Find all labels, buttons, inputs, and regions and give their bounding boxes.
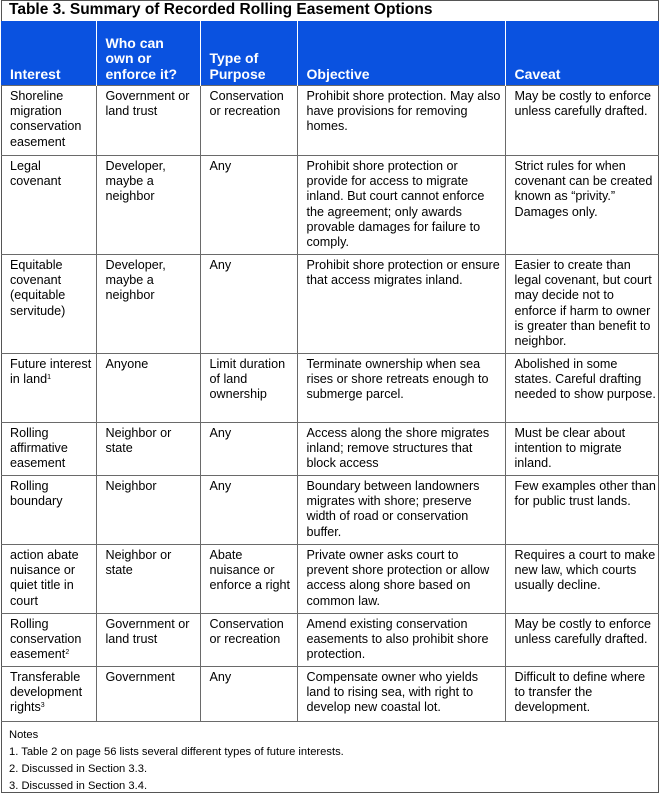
owner-cell bbox=[96, 156, 200, 255]
objective-cell bbox=[297, 423, 505, 476]
owner-text: Developer, maybe a neighbor bbox=[105, 258, 166, 303]
header-interest: Interest bbox=[1, 21, 96, 86]
caveat-cell bbox=[505, 423, 659, 476]
interest-cell bbox=[1, 156, 96, 255]
objective-text: Private owner asks court to prevent shore protection or allow access along shore based on common law. bbox=[306, 548, 490, 608]
interest-text: Equitable covenant (equitable servitude) bbox=[10, 258, 66, 318]
interest-text: Future interest in land bbox=[10, 357, 92, 387]
objective-text: Boundary between landowners migrates with shore; preserve width of road or conservation buffer. bbox=[306, 479, 480, 539]
purpose-text: Any bbox=[209, 258, 232, 272]
purpose-cell bbox=[200, 354, 297, 423]
purpose-text: Any bbox=[209, 479, 232, 493]
table-row bbox=[1, 86, 659, 156]
caveat-cell bbox=[505, 156, 659, 255]
caveat-cell bbox=[505, 86, 659, 156]
objective-text: Prohibit shore protection or provide for access to migrate inland. But court cannot enforce the agreement; only awards provable damages for failure to comply. bbox=[306, 159, 485, 250]
footnote-marker: 1 bbox=[47, 374, 52, 382]
objective-text: Compensate owner who yields land to rising sea, with right to develop new coastal lot. bbox=[306, 670, 479, 715]
objective-text: Prohibit shore protection. May also have provisions for removing homes. bbox=[306, 89, 501, 134]
purpose-text: Abate nuisance or enforce a right bbox=[209, 548, 291, 593]
interest-text: Rolling affirmative easement bbox=[10, 426, 68, 471]
objective-cell bbox=[297, 86, 505, 156]
objective-cell bbox=[297, 156, 505, 255]
caveat-text: Difficult to define where to transfer the development. bbox=[514, 670, 646, 715]
caveat-cell bbox=[505, 545, 659, 614]
header-who-can-own: Who can own or enforce it? bbox=[96, 21, 200, 86]
purpose-text: Any bbox=[209, 159, 232, 173]
caveat-text: Requires a court to make new law, which courts usually decline. bbox=[514, 548, 656, 593]
owner-cell bbox=[96, 86, 200, 156]
owner-text: Government or land trust bbox=[105, 617, 190, 647]
rolling-easement-table bbox=[1, 21, 659, 722]
interest-text: Legal covenant bbox=[10, 159, 62, 189]
owner-cell bbox=[96, 423, 200, 476]
purpose-cell bbox=[200, 476, 297, 545]
objective-cell bbox=[297, 255, 505, 354]
footnote-marker: 3 bbox=[40, 702, 45, 710]
objective-cell bbox=[297, 667, 505, 722]
purpose-text: Conservation or recreation bbox=[209, 89, 284, 119]
owner-cell bbox=[96, 545, 200, 614]
owner-cell bbox=[96, 667, 200, 722]
caveat-cell bbox=[505, 255, 659, 354]
purpose-text: Conservation or recreation bbox=[209, 617, 284, 647]
note-item: 2. Discussed in Section 3.3. bbox=[9, 763, 148, 775]
purpose-text: Any bbox=[209, 670, 232, 684]
table-title: Table 3. Summary of Recorded Rolling Easement Options bbox=[9, 1, 433, 18]
objective-cell bbox=[297, 476, 505, 545]
caveat-text: Easier to create than legal covenant, but court may decide not to enforce if harm to owner is greater than benefit to neighbor. bbox=[514, 258, 652, 349]
footnote-marker: 2 bbox=[65, 649, 70, 657]
caveat-text: Abolished in some states. Careful drafting needed to show purpose. bbox=[514, 357, 656, 402]
caveat-text: Few examples other than for public trust lands. bbox=[514, 479, 656, 509]
interest-text: Shoreline migration conservation easement bbox=[10, 89, 82, 149]
table-row bbox=[1, 255, 659, 354]
objective-text: Amend existing conservation easements to also prohibit shore protection. bbox=[306, 617, 489, 662]
caveat-text: May be costly to enforce unless carefully drafted. bbox=[514, 89, 651, 119]
interest-cell bbox=[1, 614, 96, 667]
interest-cell bbox=[1, 354, 96, 423]
caveat-cell bbox=[505, 667, 659, 722]
objective-text: Prohibit shore protection or ensure that access migrates inland. bbox=[306, 258, 500, 288]
header-objective: Objective bbox=[297, 21, 505, 86]
owner-cell bbox=[96, 255, 200, 354]
caveat-cell bbox=[505, 614, 659, 667]
purpose-cell bbox=[200, 614, 297, 667]
owner-cell bbox=[96, 476, 200, 545]
purpose-cell bbox=[200, 156, 297, 255]
table-row bbox=[1, 545, 659, 614]
purpose-cell bbox=[200, 86, 297, 156]
owner-text: Government bbox=[105, 670, 175, 684]
table-row bbox=[1, 156, 659, 255]
objective-cell bbox=[297, 545, 505, 614]
owner-text: Neighbor or state bbox=[105, 426, 172, 456]
table-row bbox=[1, 423, 659, 476]
objective-cell bbox=[297, 354, 505, 423]
caveat-cell bbox=[505, 354, 659, 423]
header-type-of-purpose: Type of Purpose bbox=[200, 21, 297, 86]
purpose-cell bbox=[200, 545, 297, 614]
purpose-text: Limit duration of land ownership bbox=[209, 357, 286, 402]
objective-text: Access along the shore migrates inland; remove structures that block access bbox=[306, 426, 490, 471]
table-body bbox=[1, 86, 659, 722]
purpose-cell bbox=[200, 667, 297, 722]
header-caveat: Caveat bbox=[505, 21, 659, 86]
header-row bbox=[1, 21, 659, 86]
purpose-text: Any bbox=[209, 426, 232, 440]
table-row bbox=[1, 667, 659, 722]
owner-text: Neighbor or state bbox=[105, 548, 172, 578]
caveat-text: Strict rules for when covenant can be created known as “privity.” Damages only. bbox=[514, 159, 653, 219]
notes-heading: Notes bbox=[9, 729, 39, 741]
interest-cell bbox=[1, 255, 96, 354]
objective-text: Terminate ownership when sea rises or shore retreats enough to submerge parcel. bbox=[306, 357, 489, 402]
interest-cell bbox=[1, 423, 96, 476]
note-item: 1. Table 2 on page 56 lists several different types of future interests. bbox=[9, 746, 344, 758]
table-row bbox=[1, 354, 659, 423]
owner-text: Developer, maybe a neighbor bbox=[105, 159, 166, 204]
table-row bbox=[1, 476, 659, 545]
caveat-text: Must be clear about intention to migrate inland. bbox=[514, 426, 626, 471]
owner-text: Government or land trust bbox=[105, 89, 190, 119]
interest-text: Rolling conservation easement bbox=[10, 617, 82, 662]
note-item: 3. Discussed in Section 3.4. bbox=[9, 780, 148, 792]
interest-cell bbox=[1, 86, 96, 156]
interest-text: action abate nuisance or quiet title in court bbox=[10, 548, 79, 608]
owner-cell bbox=[96, 614, 200, 667]
owner-text: Neighbor bbox=[105, 479, 157, 493]
owner-text: Anyone bbox=[105, 357, 149, 371]
caveat-cell bbox=[505, 476, 659, 545]
interest-text: Transferable development rights bbox=[10, 670, 83, 715]
purpose-cell bbox=[200, 423, 297, 476]
interest-cell bbox=[1, 545, 96, 614]
caveat-text: May be costly to enforce unless carefully drafted. bbox=[514, 617, 651, 647]
table-notes bbox=[9, 727, 344, 795]
purpose-cell bbox=[200, 255, 297, 354]
owner-cell bbox=[96, 354, 200, 423]
interest-cell bbox=[1, 667, 96, 722]
table-row bbox=[1, 614, 659, 667]
interest-text: Rolling boundary bbox=[10, 479, 63, 509]
interest-cell bbox=[1, 476, 96, 545]
objective-cell bbox=[297, 614, 505, 667]
